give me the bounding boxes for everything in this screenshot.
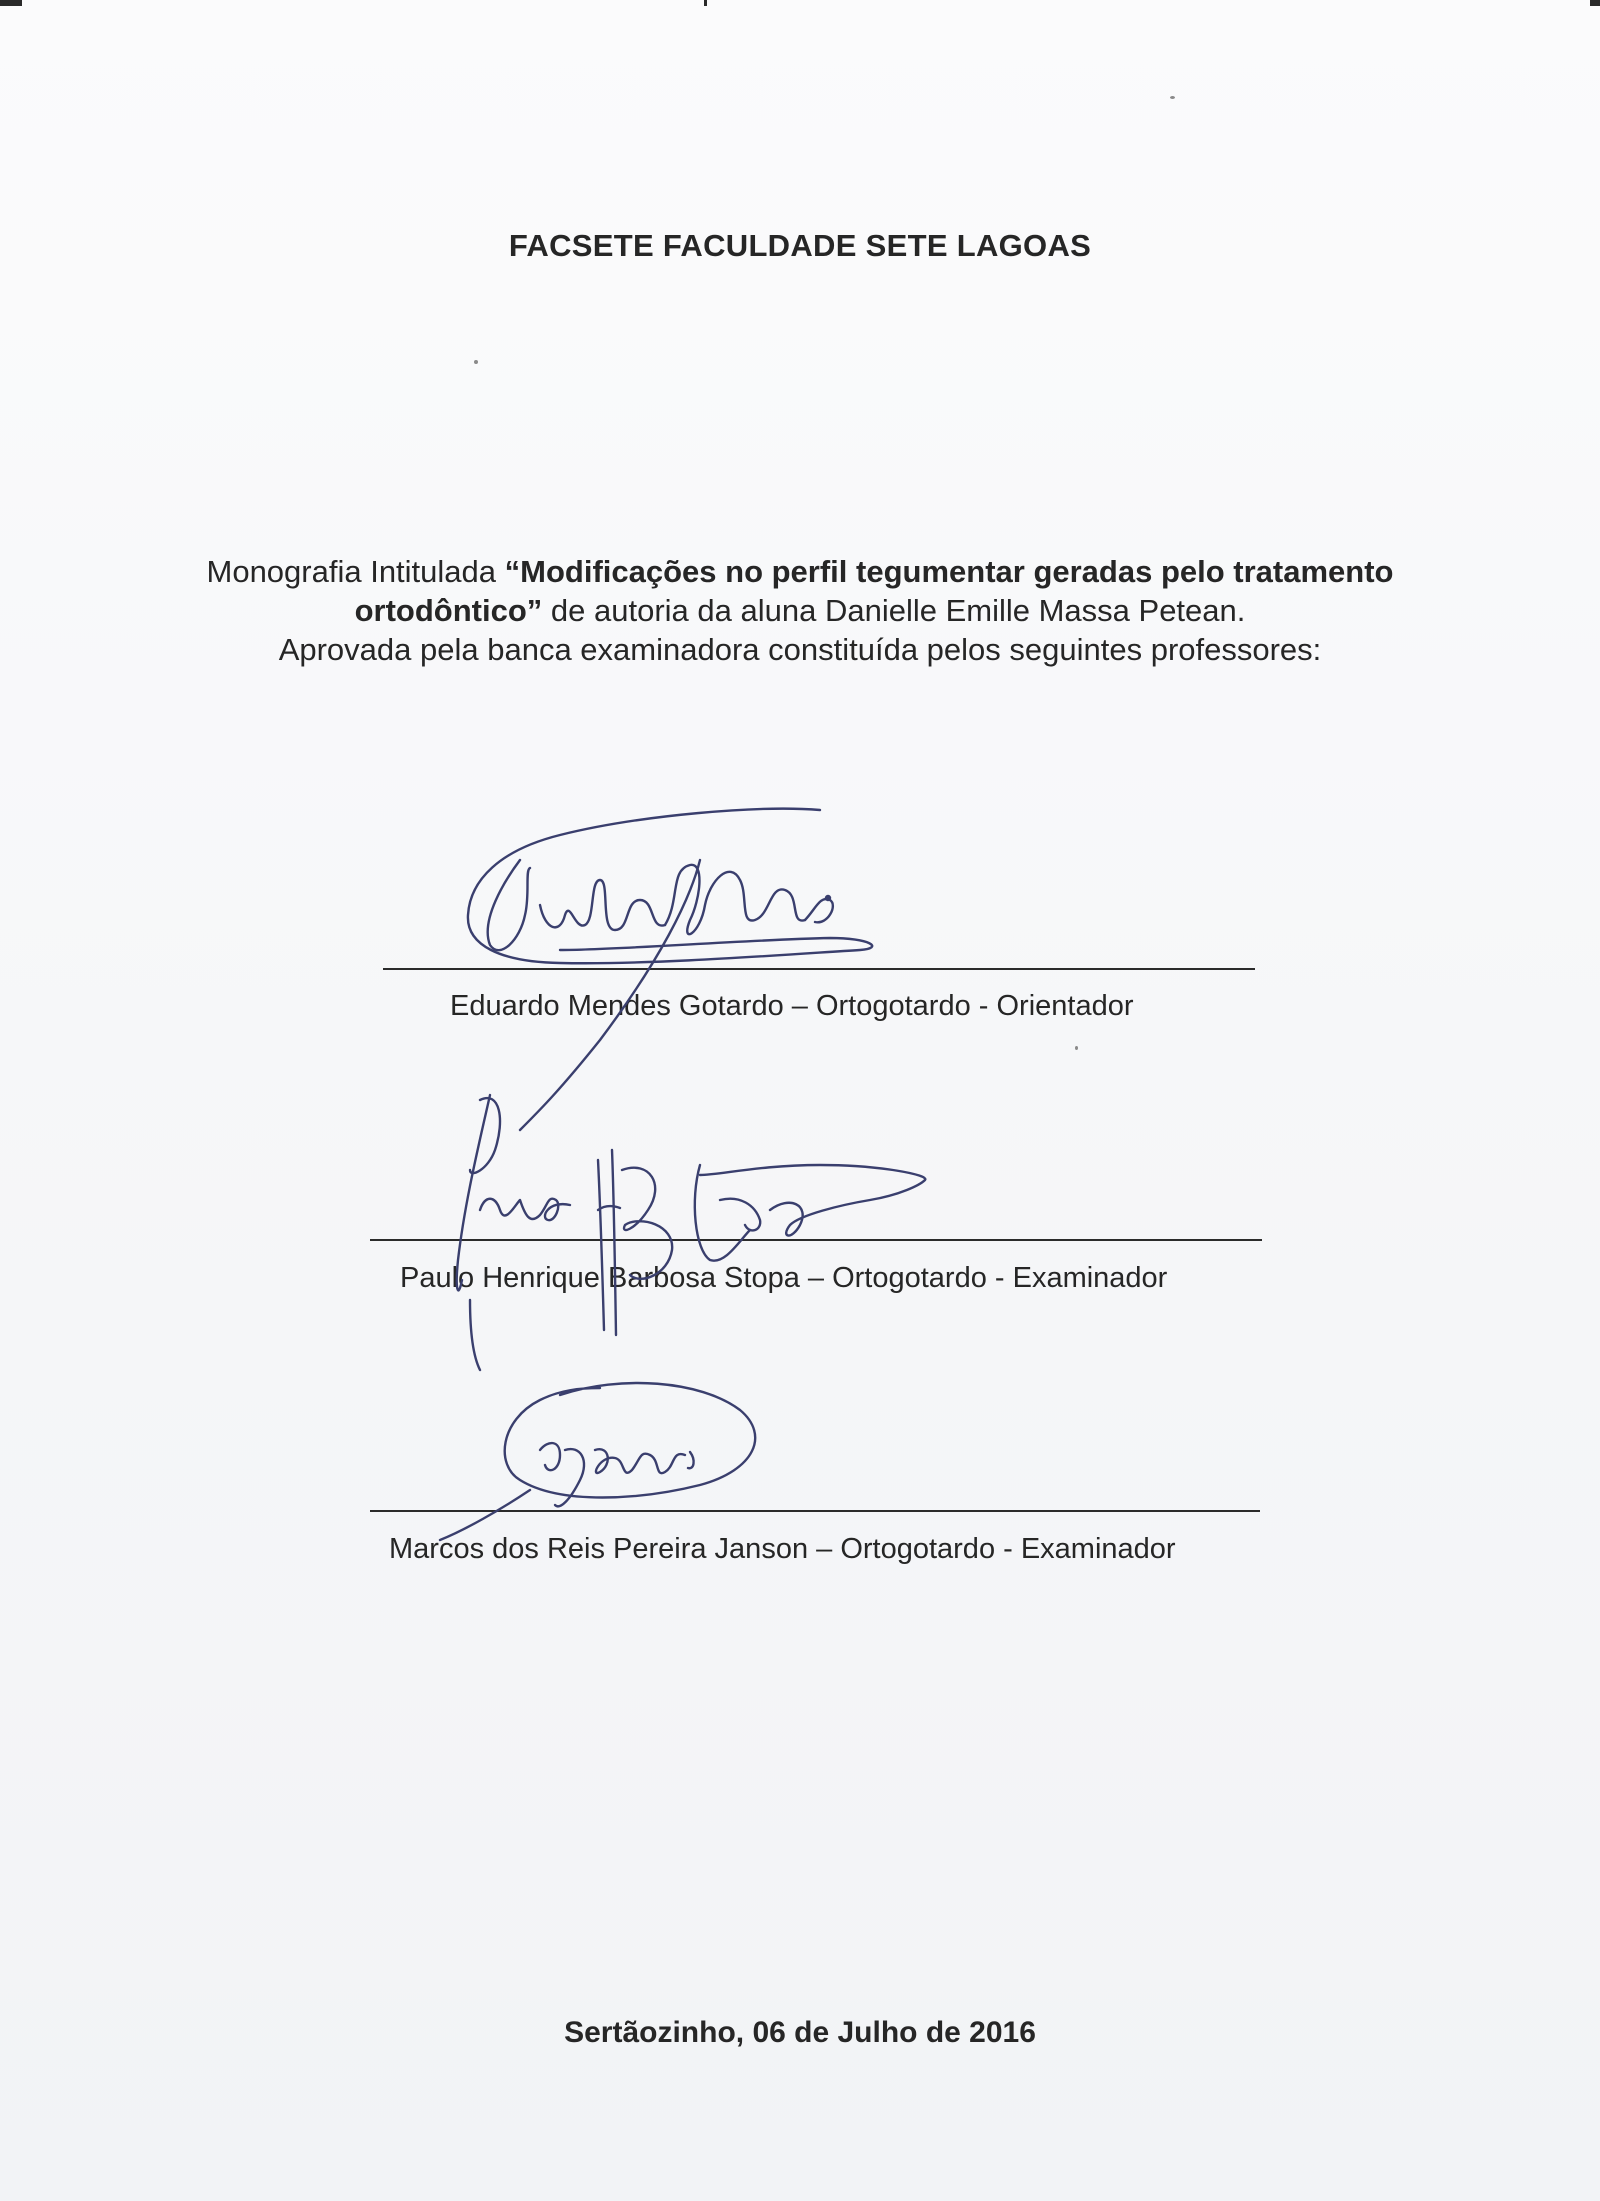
- signature-examiner-2: [440, 1383, 755, 1540]
- signature-examiner-1: [457, 1095, 926, 1370]
- signature-line-examiner-2: [370, 1510, 1260, 1512]
- scan-edge-mark: [1590, 0, 1600, 6]
- scan-edge-mark: [0, 0, 22, 6]
- paper-speck: [1075, 1046, 1078, 1050]
- paper-speck: [474, 360, 478, 364]
- institution-heading: FACSETE FACULDADE SETE LAGOAS: [508, 228, 1092, 263]
- caption-examiner-2: Marcos dos Reis Pereira Janson – Ortogotardo - Examinador: [389, 1533, 1176, 1565]
- place-and-date: Sertãozinho, 06 de Julho de 2016: [564, 2016, 1036, 2049]
- signature-line-examiner-1: [370, 1239, 1262, 1241]
- approval-statement: Aprovada pela banca examinadora constituída pelos seguintes professores:: [278, 632, 1322, 667]
- intro-author: de autoria da aluna Danielle Emille Massa Petean.: [542, 593, 1246, 628]
- scan-edge-mark: [704, 0, 707, 6]
- paper-speck: [1170, 96, 1175, 99]
- monograph-statement: [200, 552, 1400, 669]
- caption-examiner-1: Paulo Henrique Barbosa Stopa – Ortogotardo - Examinador: [400, 1262, 1168, 1294]
- monograph-title: “Modificações no perfil tegumentar geradas pelo tratamento ortodôntico”: [354, 554, 1394, 628]
- signature-line-advisor: [383, 968, 1255, 970]
- caption-advisor: Eduardo Mendes Gotardo – Ortogotardo - Orientador: [450, 990, 1134, 1022]
- intro-prefix: Monografia Intitulada: [206, 554, 505, 589]
